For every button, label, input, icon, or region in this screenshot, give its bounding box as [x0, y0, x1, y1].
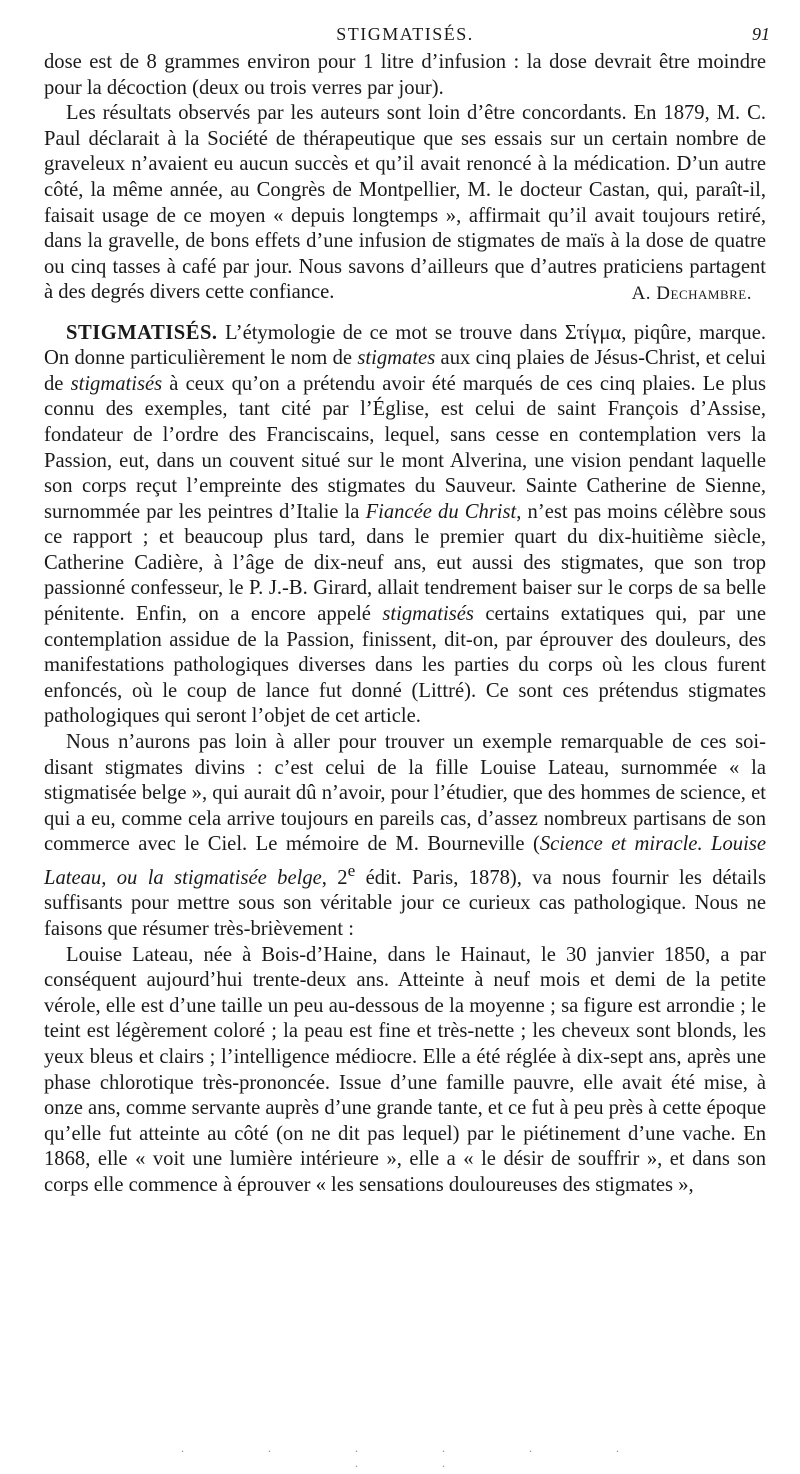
- paragraph-entry-3: Louise Lateau, née à Bois-d’Haine, dans le Hainaut, le 30 janvier 1850, a par conséquent aujourd’hui trente-deux ans. Atteinte à neuf mois et demi de la petite vérole, elle est d’une taille un peu au-dessous de la moyenne ; sa figure est arrondie ; le teint est légèrement coloré ; la peau est fine et très-nette ; les cheveux sont blonds, les yeux bleus et clairs ; l’intelligence médiocre. Elle a été réglée à dix-sept ans, après une phase chlorotique très-prononcée. Issue d’une famille pauvre, elle avait été mise, à onze ans, comme servante auprès d’une grande tante, et ce fut à peu près à cette époque qu’elle fut atteinte au côté (on ne dit pas lequel) par le piétinement d’une vache. En 1868, elle « voit une lumière intérieure », elle a « le désir de souffrir », et dans son corps elle commence à éprouver « les sensations douloureuses des stigmates »,: [44, 943, 766, 1196]
- running-title: STIGMATISÉS.: [336, 24, 474, 44]
- page-number: 91: [752, 24, 770, 44]
- section-gap: [44, 307, 766, 321]
- italic-term: stigmatisés: [70, 372, 163, 395]
- paragraph-prev-2: Les résultats observés par les auteurs sont loin d’être concordants. En 1879, M. C. Paul déclarait à la Société de thérapeutique que ses essais sur un certain nombre de graveleux n’avaient eu aucun succès et qu’il avait renoncé à la médication. D’un autre côté, la même année, au Congrès de Montpellier, M. le docteur Castan, qui, paraît-il, faisait usage de ce moyen « depuis longtemps », affirmait qu’il avait toujours retiré, dans la gravelle, de bons effets d’une infusion de stigmates de maïs à la dose de quatre ou cinq tasses à café par jour. Nous savons d’ailleurs que d’autres praticiens partagent à des degrés divers cette confiance.: [44, 102, 766, 304]
- document-page: [44, 22, 770, 1199]
- running-head: [44, 22, 770, 50]
- footer-dots: · · · · · · · ·: [180, 1444, 660, 1473]
- paragraph-entry-2: Nous n’aurons pas loin à aller pour trouver un exemple remarquable de ces soi-disant stigmates divins : c’est celui de la fille Louise Lateau, surnommée « la stigmatisée belge », qui aurait dû n’avoir, pour l’étudier, que des hommes de science, et qui a eu, comme cela arrive toujours en pareils cas, d’assez nombreux partisans de son commerce avec le Ciel. Le mémoire de M. Bourneville (Science et miracle. Louise Lateau, ou la stigmatisée belge, 2e édit. Paris, 1878), va nous fournir les détails suffisants pour mettre sous son véritable jour ce curieux cas pathologique. Nous ne faisons que résumer très-brièvement :: [44, 731, 766, 941]
- italic-term: stigmates: [357, 347, 436, 370]
- book-title: Science et miracle. Louise Lateau, ou la stigmatisée belge: [44, 833, 766, 889]
- italic-term: Fiancée du Christ: [365, 500, 517, 523]
- edition-superscript: e: [347, 861, 356, 880]
- italic-term: stigmatisés: [382, 603, 474, 626]
- entry-headword: STIGMATISÉS.: [66, 321, 218, 344]
- author-signature: A. Dechambre.: [631, 282, 752, 304]
- paragraph-prev-1: dose est de 8 grammes environ pour 1 litre d’infusion : la dose devrait être moindre pour la décoction (deux ou trois verres par jour).: [44, 51, 766, 99]
- greek-word: Στίγμα: [564, 321, 622, 344]
- paragraph-entry-1: STIGMATISÉS. L’étymologie de ce mot se trouve dans Στίγμα, piqûre, marque. On donne particulièrement le nom de stigmates aux cinq plaies de Jésus-Christ, et celui de stigmatisés à ceux qu’on a prétendu avoir été marqués de ces cinq plaies. Le plus connu des exemples, tant cité par l’Église, est celui de saint François d’Assise, fondateur de l’ordre des Franciscains, lequel, sans cesse en contemplation vers la Passion, eut, dans un couvent situé sur le mont Alverina, une vision pendant laquelle son corps reçut l’empreinte des stigmates du Sauveur. Sainte Catherine de Sienne, surnommée par les peintres d’Italie la Fiancée du Christ, n’est pas moins célèbre sous ce rapport ; et beaucoup plus tard, dans le premier quart du dix-huitième siècle, Catherine Cadière, à l’âge de dix-neuf ans, eut aussi des stigmates, que son trop passionné confesseur, le P. J.-B. Girard, allait tendrement baiser sur le corps de sa belle pénitente. Enfin, on a encore appelé stigmatisés certains extatiques qui, par une contemplation assidue de la Passion, finissent, dit-on, par éprouver des douleurs, des manifestations pathologiques diverses dans les parties du corps où les clous furent enfoncés, où le coup de lance fut donné (Littré). Ce sont ces prétendus stigmates pathologiques qui seront l’objet de cet article.: [44, 321, 767, 728]
